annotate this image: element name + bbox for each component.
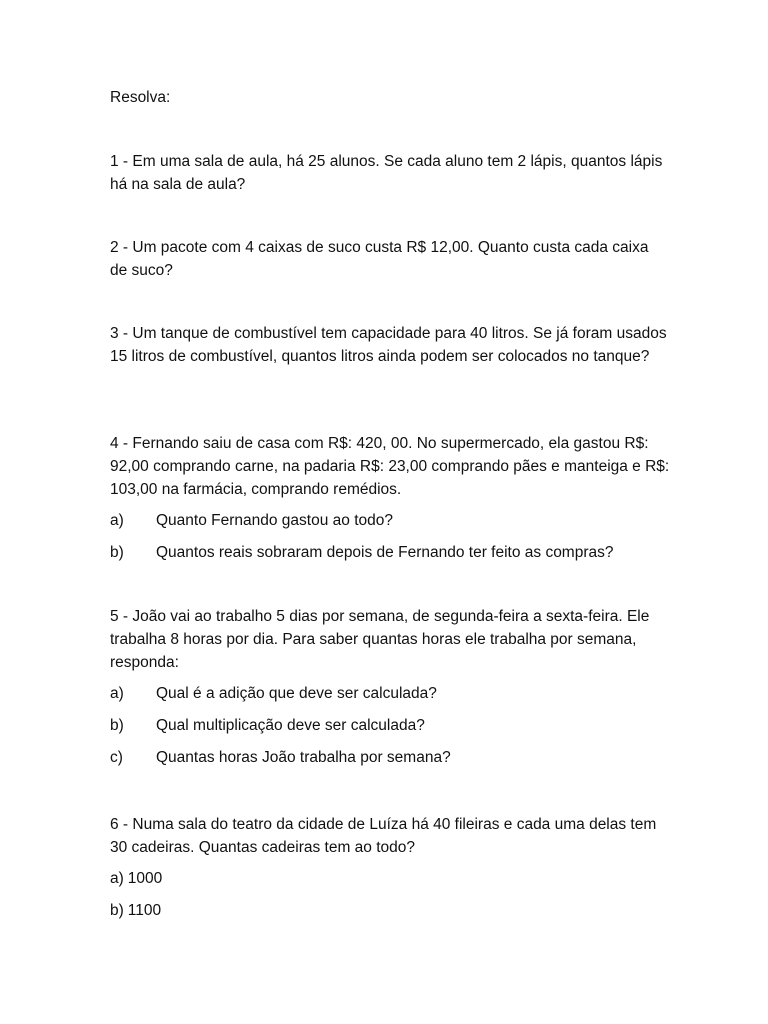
question-1: 1 - Em uma sala de aula, há 25 alunos. Se cada aluno tem 2 lápis, quantos lápis há na sala de aula?: [110, 153, 663, 193]
option-text: 1100: [127, 902, 162, 919]
option-letter: a): [110, 870, 124, 887]
option-letter: c): [110, 749, 123, 766]
question-5-option-c: [110, 747, 451, 769]
question-5-option-a: [110, 683, 437, 705]
question-4-option-a: [110, 510, 393, 532]
question-6-option-b: [110, 900, 161, 922]
option-letter: a): [110, 685, 124, 702]
question-4: 4 - Fernando saiu de casa com R$: 420, 00. No supermercado, ela gastou R$: 92,00 comprando carne, na padaria R$: 23,00 comprando pães e manteiga e R$: 103,00 na farmácia, comprando remédios.: [110, 435, 670, 498]
question-6: 6 - Numa sala do teatro da cidade de Luíza há 40 fileiras e cada uma delas tem 30 cadeiras. Quantas cadeiras tem ao todo?: [110, 816, 657, 856]
page-title: Resolva:: [110, 89, 171, 106]
option-text: Quanto Fernando gastou ao todo?: [156, 512, 393, 529]
question-4-option-b: [110, 542, 614, 564]
option-letter: a): [110, 512, 124, 529]
option-letter: b): [110, 902, 124, 919]
option-letter: b): [110, 544, 124, 561]
question-2: 2 - Um pacote com 4 caixas de suco custa R$ 12,00. Quanto custa cada caixa de suco?: [110, 239, 649, 279]
option-text: Quantos reais sobraram depois de Fernando ter feito as compras?: [156, 544, 614, 561]
question-3: 3 - Um tanque de combustível tem capacidade para 40 litros. Se já foram usados 15 litros de combustível, quantos litros ainda podem ser colocados no tanque?: [110, 325, 667, 365]
question-6-option-a: [110, 868, 162, 890]
question-5: 5 - João vai ao trabalho 5 dias por semana, de segunda-feira a sexta-feira. Ele trabalha 8 horas por dia. Para saber quantas horas ele trabalha por semana, responda:: [110, 608, 650, 671]
option-text: 1000: [127, 870, 163, 887]
option-text: Qual multiplicação deve ser calculada?: [156, 717, 425, 734]
option-text: Quantas horas João trabalha por semana?: [156, 749, 451, 766]
option-text: Qual é a adição que deve ser calculada?: [156, 685, 437, 702]
option-letter: b): [110, 717, 124, 734]
question-5-option-b: [110, 715, 425, 737]
